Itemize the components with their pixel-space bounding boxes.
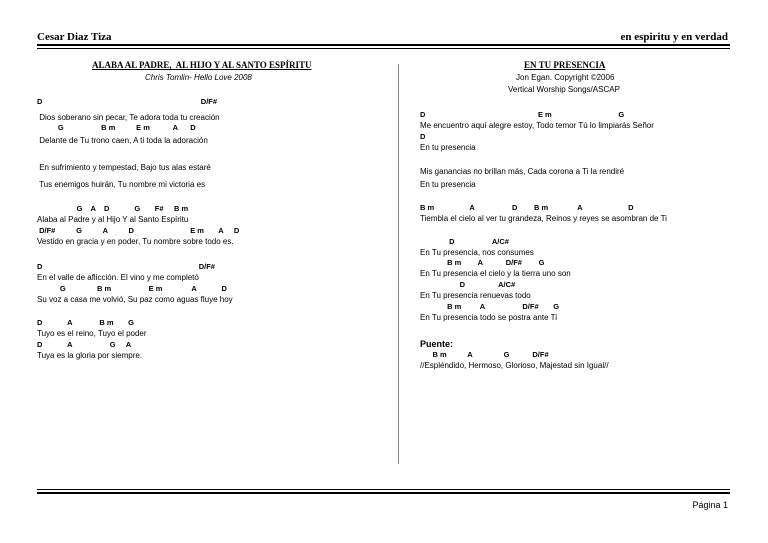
chord-line: B m A D/F# G	[420, 302, 560, 311]
chord-line: B m A D B m A D	[420, 203, 634, 212]
footer-rule	[37, 489, 730, 490]
page-number: Página 1	[692, 500, 728, 510]
chord-line: D A/C#	[420, 280, 516, 289]
lyric-line: En el valle de aflicción. El vino y me completó	[37, 273, 199, 282]
chord-line: D D/F#	[37, 262, 215, 271]
lyric-line: En tu presencia	[420, 143, 476, 152]
left-song-subtitle: Chris Tomlin- Hello Love 2008	[145, 73, 252, 82]
bridge-label: Puente:	[420, 339, 454, 349]
chord-line: D A/C#	[420, 237, 509, 246]
column-divider	[398, 64, 399, 464]
chord-line: B m A D/F# G	[420, 258, 545, 267]
right-song-credit: Jon Egan. Copyright ©2006	[516, 73, 615, 82]
right-song-credit: Vertical Worship Songs/ASCAP	[508, 85, 620, 94]
lyric-line: Tus enemigos huirán, Tu nombre mi victoria es	[37, 180, 206, 189]
lyric-line: //Espléndido, Hermoso, Glorioso, Majestad sin Igual//	[420, 361, 609, 370]
right-song-title: EN TU PRESENCIA	[524, 60, 606, 70]
header-author: Cesar Diaz Tiza	[37, 31, 112, 43]
lyric-line: Dios soberano sin pecar, Te adora toda tu creación	[37, 113, 220, 122]
chord-line: G B m E m A D	[37, 284, 227, 293]
lyric-line: Me encuentro aquí alegre estoy, Todo temor Tú lo limpiarás Señor	[420, 121, 654, 130]
lyric-line: Vestido en gracia y en poder, Tu nombre sobre todo es.	[37, 237, 234, 246]
lyric-line: En Tu presencia, nos consumes	[420, 248, 534, 257]
lyric-line: En Tu presencia renuevas todo	[420, 291, 531, 300]
lyric-line: Delante de Tu trono caen, A ti toda la adoración	[37, 136, 208, 145]
lyric-line: En Tu presencia el cielo y la tierra uno son	[420, 269, 571, 278]
lyric-line: Tiembla el cielo al ver tu grandeza, Reinos y reyes se asombran de Ti	[420, 214, 667, 223]
header-rule	[37, 44, 730, 46]
lyric-line: Alaba al Padre y al Hijo Y al Santo Espíritu	[37, 215, 189, 224]
header-theme: en espiritu y en verdad	[620, 31, 728, 43]
chord-line: B m A G D/F#	[420, 350, 549, 359]
lyric-line: Mis ganancias no brillan más, Cada corona a Ti la rendiré	[420, 167, 625, 176]
lyric-line: Tuya es la gloria por siempre.	[37, 351, 143, 360]
header-rule-thin	[37, 48, 730, 49]
lyric-line: En tu presencia	[420, 180, 476, 189]
chord-line: D A G A	[37, 340, 132, 349]
footer-rule-thick	[37, 492, 730, 494]
left-song-title: ALABA AL PADRE, AL HIJO Y AL SANTO ESPÍRITU	[92, 60, 312, 70]
chord-line: G A D G F# B m	[37, 204, 189, 213]
chord-line: D E m G	[420, 110, 625, 119]
lyric-line: En Tu presencia todo se postra ante Ti	[420, 313, 557, 322]
lyric-line: Su voz a casa me volvió, Su paz como aguas fluye hoy	[37, 295, 233, 304]
chord-line: D	[420, 132, 426, 141]
chord-line: G B m E m A D	[37, 123, 196, 132]
lyric-line: En sufrimiento y tempestad, Bajo tus alas estaré	[37, 163, 211, 172]
chord-line: D D/F#	[37, 97, 218, 106]
chord-line: D A B m G	[37, 318, 134, 327]
lyric-line: Tuyo es el reino, Tuyo el poder	[37, 329, 147, 338]
chord-line: D/F# G A D E m A D	[37, 226, 240, 235]
